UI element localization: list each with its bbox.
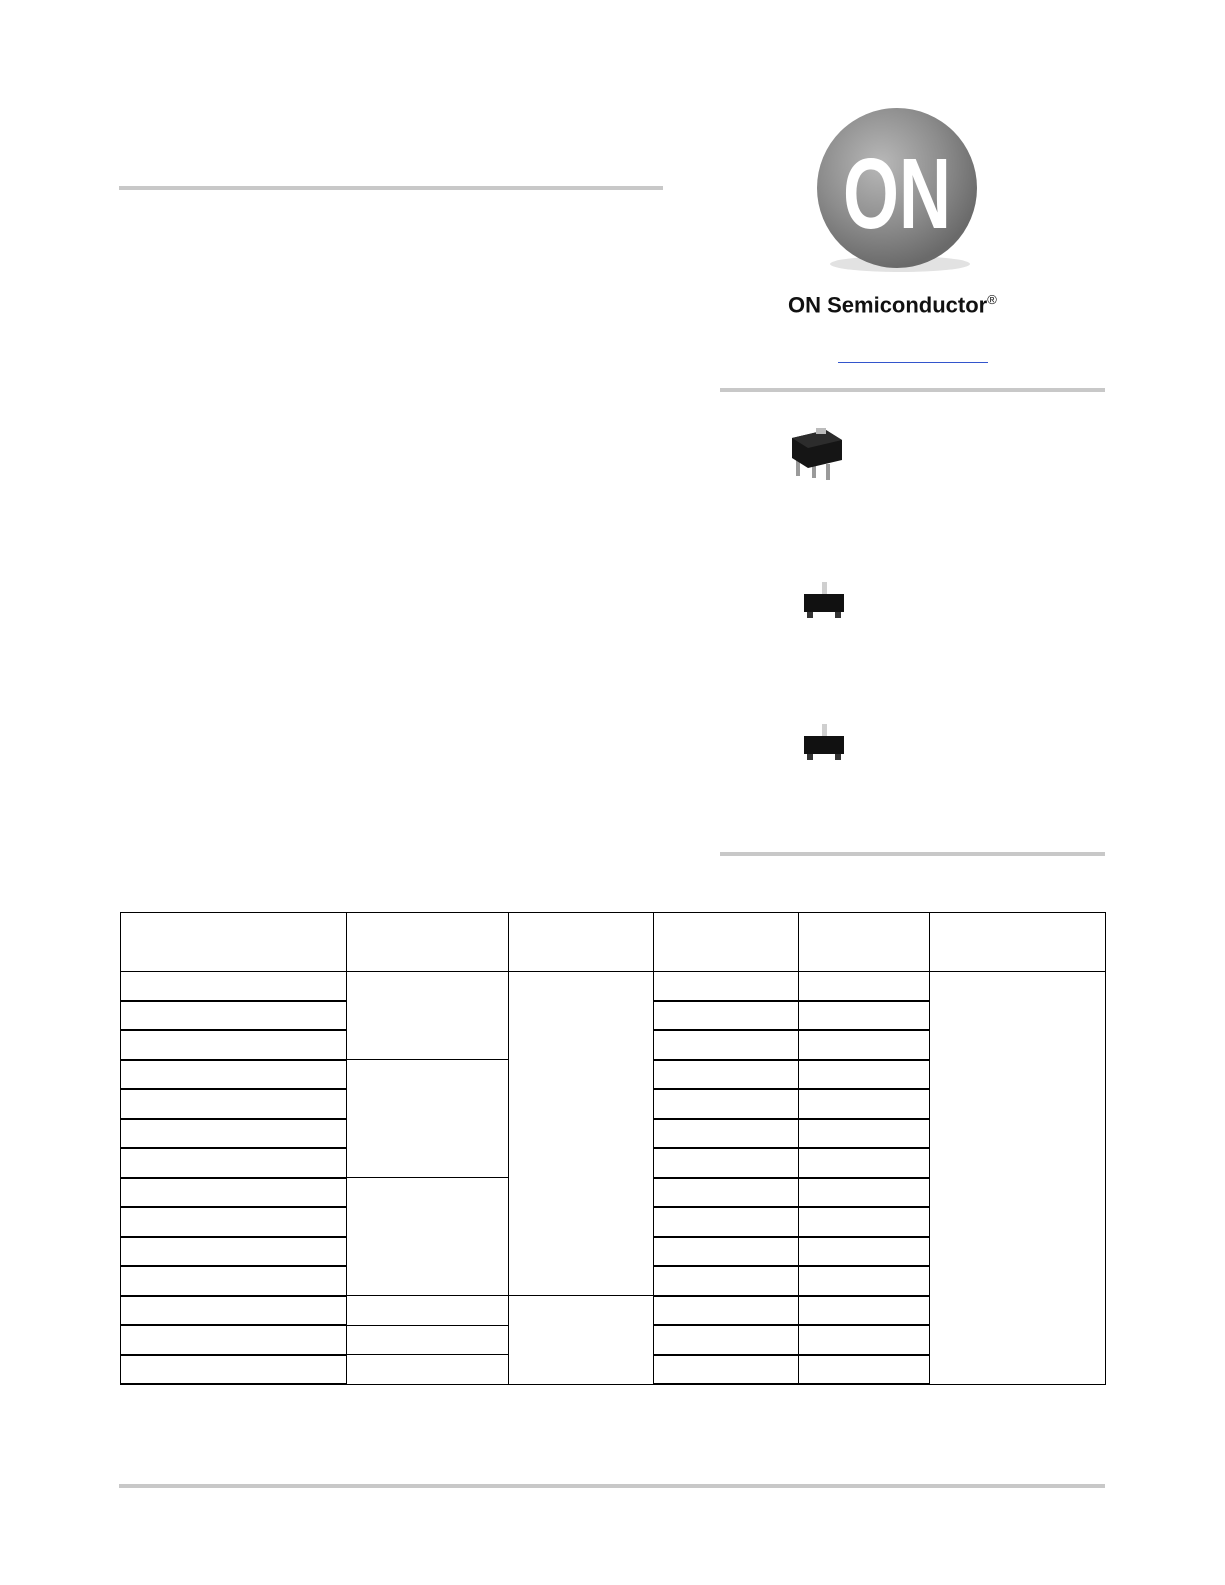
table-header-cell	[509, 913, 654, 972]
table-cell	[654, 1237, 799, 1266]
sot23-package-icon	[800, 582, 850, 626]
table-cell	[121, 1325, 347, 1354]
table-cell	[121, 1089, 347, 1118]
table-cell	[347, 1296, 509, 1325]
table-cell	[121, 1178, 347, 1207]
table-cell	[654, 1207, 799, 1236]
device-table	[120, 912, 1106, 1385]
table-cell	[121, 1355, 347, 1384]
table-cell	[121, 1060, 347, 1089]
on-logo-icon	[812, 106, 982, 276]
table-cell	[654, 1266, 799, 1295]
table-cell	[799, 1001, 930, 1030]
table-header-cell	[799, 913, 930, 972]
table-cell	[347, 1178, 509, 1296]
brand-name	[788, 292, 1028, 318]
table-cell	[654, 971, 799, 1000]
brand-name-text: ON Semiconductor	[788, 292, 988, 318]
table-cell	[654, 1119, 799, 1148]
table-cell	[121, 1237, 347, 1266]
table-cell	[930, 971, 1106, 1384]
table-cell	[799, 1119, 930, 1148]
table-cell	[121, 1148, 347, 1177]
table-cell	[121, 1266, 347, 1295]
table-cell	[347, 1355, 509, 1384]
table-cell	[509, 971, 654, 1295]
table-cell	[799, 1030, 930, 1059]
sidebar-bottom-rule	[720, 852, 1105, 856]
table-cell	[121, 971, 347, 1000]
table-cell	[654, 1089, 799, 1118]
table-cell	[799, 1060, 930, 1089]
footer-rule	[119, 1484, 1105, 1488]
sidebar-top-rule	[720, 388, 1105, 392]
table-cell	[654, 1030, 799, 1059]
table-cell	[121, 1296, 347, 1325]
table-header-cell	[654, 913, 799, 972]
table-cell	[799, 1089, 930, 1118]
table-cell	[799, 971, 930, 1000]
table-cell	[121, 1119, 347, 1148]
table-header-cell	[930, 913, 1106, 972]
table-cell	[799, 1355, 930, 1384]
table-cell	[347, 1325, 509, 1354]
table-header-row	[121, 913, 1106, 972]
website-link[interactable]	[838, 354, 988, 363]
table-header-cell	[121, 913, 347, 972]
logo-text: ON	[843, 138, 951, 250]
table-cell	[121, 1030, 347, 1059]
table-cell	[347, 971, 509, 1059]
title-rule	[119, 186, 663, 190]
table-cell	[799, 1325, 930, 1354]
table-cell	[654, 1001, 799, 1030]
table-cell	[654, 1148, 799, 1177]
table-cell	[799, 1207, 930, 1236]
table-cell	[654, 1060, 799, 1089]
table-cell	[654, 1355, 799, 1384]
table-cell	[654, 1296, 799, 1325]
table-cell	[799, 1148, 930, 1177]
sot23-package-icon	[800, 724, 850, 768]
table-cell	[799, 1178, 930, 1207]
table-cell	[799, 1266, 930, 1295]
table-cell	[799, 1296, 930, 1325]
table-cell	[121, 1001, 347, 1030]
table-cell	[799, 1237, 930, 1266]
table-cell	[121, 1207, 347, 1236]
table-cell	[347, 1060, 509, 1178]
table-header-cell	[347, 913, 509, 972]
table-row	[121, 971, 1106, 1000]
sc70-package-icon	[790, 426, 846, 486]
registered-mark: ®	[987, 292, 997, 307]
table-cell	[654, 1178, 799, 1207]
table-cell	[654, 1325, 799, 1354]
table-cell	[509, 1296, 654, 1384]
